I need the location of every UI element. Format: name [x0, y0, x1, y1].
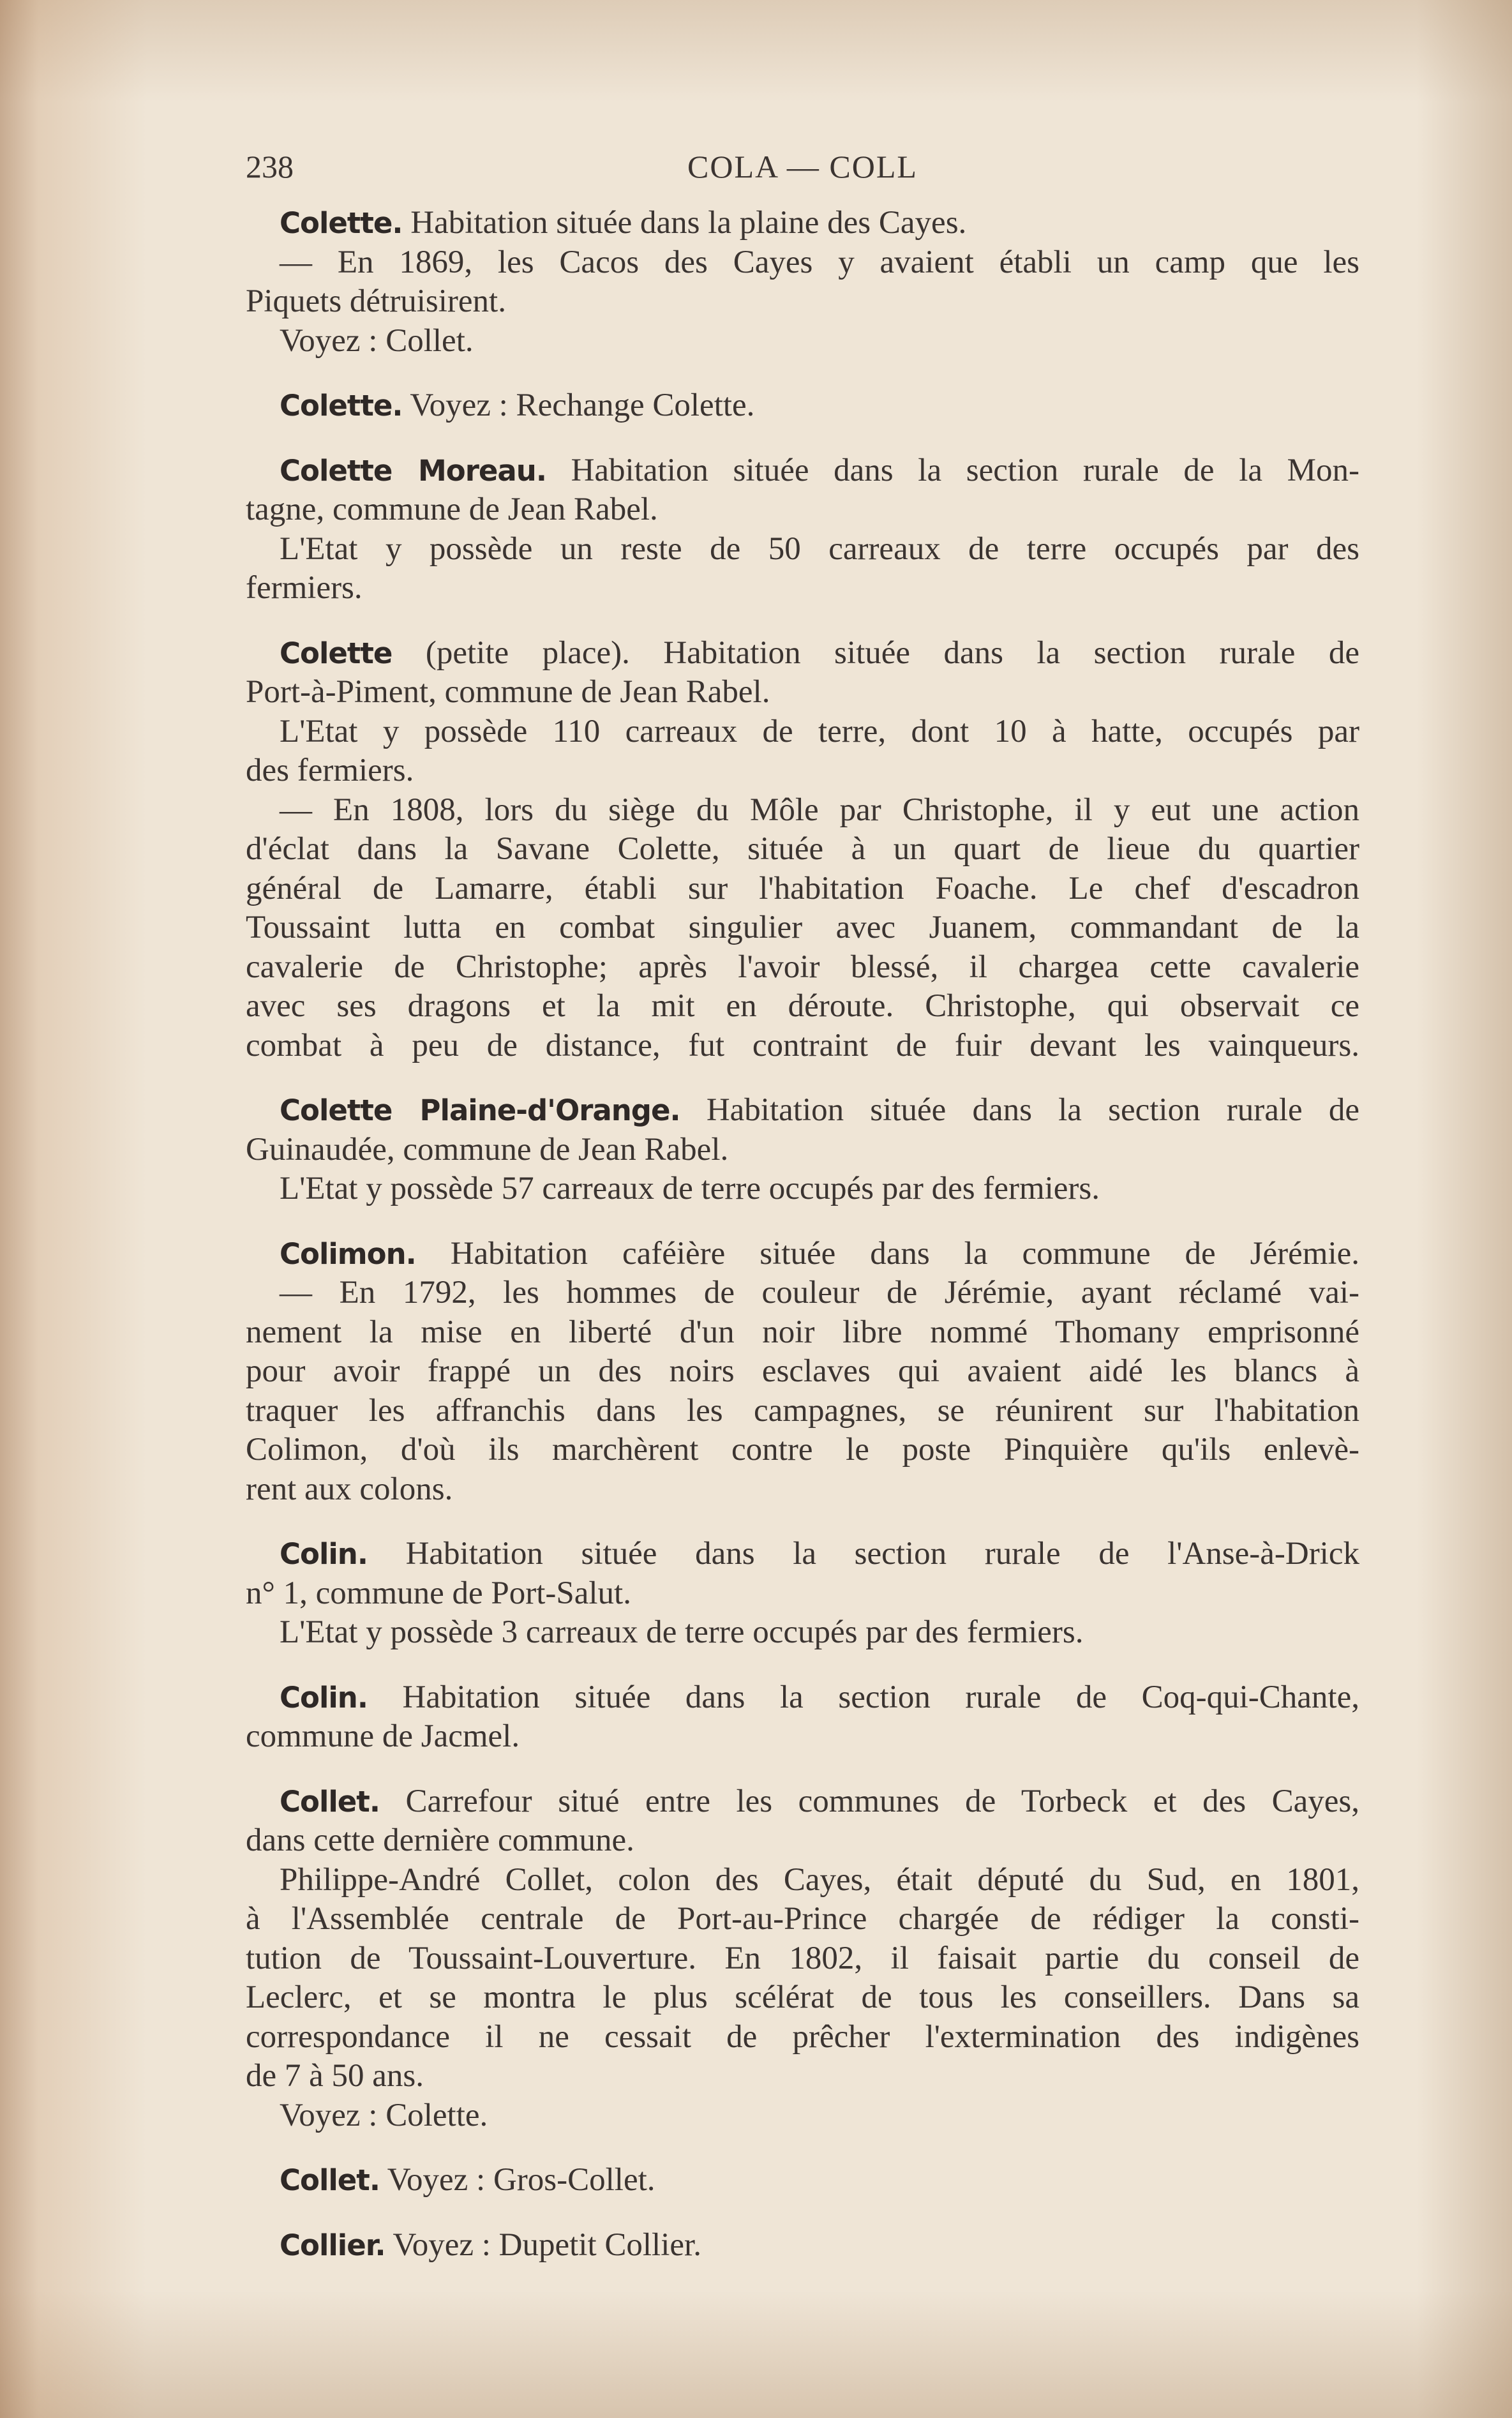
line-text: correspondance il ne cessait de prêcher l'extermination des indigènes	[246, 2018, 1359, 2055]
line-text: général de Lamarre, établi sur l'habitation Foache. Le chef d'escadron	[246, 870, 1359, 906]
text-line	[246, 2226, 1359, 2265]
text-line	[246, 1273, 1359, 1313]
line-text: cavalerie de Christophe; après l'avoir blessé, il chargea cette cavalerie	[246, 949, 1359, 985]
text-line	[246, 243, 1359, 283]
line-text: combat à peu de distance, fut contraint de fuir devant les vainqueurs.	[246, 1027, 1359, 1063]
line-text: Port-à-Piment, commune de Jean Rabel.	[246, 674, 770, 710]
text-line	[246, 1313, 1359, 1353]
text-line	[246, 1782, 1359, 1822]
line-text: commune de Jacmel.	[246, 1718, 520, 1754]
text-line	[246, 1169, 1359, 1209]
text-line	[246, 386, 1359, 426]
text-line	[246, 1392, 1359, 1431]
entry-headword: Colette	[280, 636, 393, 670]
line-text: dans cette dernière commune.	[246, 1822, 634, 1858]
text-line	[246, 673, 1359, 712]
text-line	[246, 1026, 1359, 1066]
text-line	[246, 1574, 1359, 1614]
section-title: COLA — COLL	[687, 149, 918, 184]
text-line	[246, 569, 1359, 608]
line-text: Habitation située dans la section rurale de Coq-qui-Chante,	[367, 1679, 1359, 1715]
text-line	[246, 751, 1359, 791]
text-line	[246, 1352, 1359, 1392]
entry-headword: Colette.	[280, 389, 403, 423]
text-line	[246, 634, 1359, 673]
entry-headword: Colimon.	[280, 1236, 416, 1271]
text-line	[246, 2018, 1359, 2057]
dictionary-entry	[246, 386, 1359, 426]
entry-headword: Collier.	[280, 2228, 385, 2262]
line-text: L'Etat y possède 110 carreaux de terre, dont 10 à hatte, occupés par	[280, 713, 1359, 749]
line-text: pour avoir frappé un des noirs esclaves qui avaient aidé les blancs à	[246, 1353, 1359, 1389]
dictionary-entry	[246, 1782, 1359, 2136]
text-line	[246, 2161, 1359, 2200]
line-text: Carrefour situé entre les communes de Torbeck et des Cayes,	[379, 1783, 1359, 1819]
line-text: Guinaudée, commune de Jean Rabel.	[246, 1131, 729, 1168]
text-line	[246, 1470, 1359, 1510]
text-line	[246, 2057, 1359, 2096]
text-line	[246, 908, 1359, 948]
dictionary-entry	[246, 634, 1359, 1066]
dictionary-entry	[246, 1091, 1359, 1209]
line-text: tution de Toussaint-Louverture. En 1802, il faisait partie du conseil de	[246, 1940, 1359, 1976]
text-line	[246, 1717, 1359, 1757]
line-text: Voyez : Collet.	[280, 322, 474, 359]
line-text: Voyez : Gros-Collet.	[379, 2162, 655, 2198]
line-text: Voyez : Rechange Colette.	[402, 387, 755, 423]
line-text: — En 1792, les hommes de couleur de Jérémie, ayant réclamé vai-	[280, 1275, 1359, 1310]
entry-headword: Collet.	[280, 1784, 380, 1819]
line-text: Habitation située dans la section rurale de la Mon-	[546, 452, 1360, 488]
text-line	[246, 490, 1359, 530]
text-line	[246, 204, 1359, 243]
text-line	[246, 1939, 1359, 1979]
text-line	[246, 1235, 1359, 1274]
text-line	[246, 1978, 1359, 2018]
line-text: Philippe-André Collet, colon des Cayes, était député du Sud, en 1801,	[280, 1861, 1359, 1898]
line-text: tagne, commune de Jean Rabel.	[246, 492, 658, 527]
line-text: L'Etat y possède 57 carreaux de terre occupés par des fermiers.	[280, 1171, 1100, 1206]
line-text: Habitation située dans la section rurale de l'Anse-à-Drick	[367, 1536, 1359, 1572]
text-line	[246, 1900, 1359, 1939]
entry-headword: Collet.	[280, 2163, 380, 2197]
entry-headword: Colette.	[280, 206, 403, 240]
dictionary-entry	[246, 451, 1359, 608]
text-line	[246, 948, 1359, 987]
entry-headword: Colin.	[280, 1680, 368, 1715]
entry-headword: Colin.	[280, 1537, 368, 1571]
text-line	[246, 1613, 1359, 1653]
line-text: (petite place). Habitation située dans la section rurale de	[392, 635, 1359, 671]
line-text: fermiers.	[246, 570, 363, 606]
line-text: — En 1808, lors du siège du Môle par Christophe, il y eut une action	[280, 792, 1359, 828]
line-text: Toussaint lutta en combat singulier avec Juanem, commandant de la	[246, 910, 1359, 945]
text-line	[246, 791, 1359, 830]
text-line	[246, 1861, 1359, 1900]
dictionary-entry	[246, 204, 1359, 361]
entry-headword: Colette Plaine-d'Orange.	[280, 1093, 680, 1127]
line-text: à l'Assemblée centrale de Port-au-Prince chargée de rédiger la consti-	[246, 1901, 1359, 1937]
dictionary-entry	[246, 1678, 1359, 1757]
line-text: L'Etat y possède 3 carreaux de terre occupés par des fermiers.	[280, 1614, 1084, 1650]
page-number: 238	[246, 149, 294, 184]
dictionary-entry	[246, 2226, 1359, 2265]
line-text: nement la mise en liberté d'un noir libre nommé Thomany emprisonné	[246, 1314, 1359, 1350]
text-line	[246, 1821, 1359, 1861]
line-text: des fermiers.	[246, 753, 414, 788]
text-line	[246, 2096, 1359, 2136]
running-header	[246, 144, 1359, 190]
text-line	[246, 1431, 1359, 1470]
text-line	[246, 530, 1359, 569]
line-text: n° 1, commune de Port-Salut.	[246, 1575, 631, 1611]
line-text: Habitation caféière située dans la commune de Jérémie.	[415, 1235, 1359, 1272]
line-text: avec ses dragons et la mit en déroute. Christophe, qui observait ce	[246, 988, 1359, 1024]
text-line	[246, 322, 1359, 361]
book-page	[246, 144, 1359, 2265]
line-text: Voyez : Dupetit Collier.	[385, 2227, 701, 2263]
line-text: Habitation située dans la section rurale de	[680, 1092, 1359, 1128]
text-line	[246, 1130, 1359, 1170]
line-text: Habitation située dans la plaine des Cayes.	[402, 205, 967, 241]
entry-headword: Colette Moreau.	[280, 453, 546, 488]
line-text: Piquets détruisirent.	[246, 283, 506, 319]
dictionary-entries	[246, 204, 1359, 2265]
line-text: Voyez : Colette.	[280, 2097, 488, 2133]
line-text: — En 1869, les Cacos des Cayes y avaient établi un camp que les	[280, 244, 1359, 280]
line-text: traquer les affranchis dans les campagnes, se réunirent sur l'habitation	[246, 1392, 1359, 1429]
line-text: d'éclat dans la Savane Colette, située à un quart de lieue du quartier	[246, 831, 1359, 867]
text-line	[246, 282, 1359, 322]
line-text: rent aux colons.	[246, 1471, 453, 1507]
text-line	[246, 1678, 1359, 1718]
line-text: Colimon, d'où ils marchèrent contre le poste Pinquière qu'ils enlevè-	[246, 1432, 1359, 1468]
line-text: L'Etat y possède un reste de 50 carreaux de terre occupés par des	[280, 530, 1359, 567]
dictionary-entry	[246, 2161, 1359, 2200]
line-text: Leclerc, et se montra le plus scélérat de tous les conseillers. Dans sa	[246, 1979, 1359, 2015]
text-line	[246, 712, 1359, 752]
dictionary-entry	[246, 1235, 1359, 1510]
text-line	[246, 987, 1359, 1026]
text-line	[246, 869, 1359, 909]
text-line	[246, 1535, 1359, 1574]
text-line	[246, 1091, 1359, 1130]
text-line	[246, 830, 1359, 869]
line-text: de 7 à 50 ans.	[246, 2058, 424, 2094]
dictionary-entry	[246, 1535, 1359, 1653]
text-line	[246, 451, 1359, 491]
